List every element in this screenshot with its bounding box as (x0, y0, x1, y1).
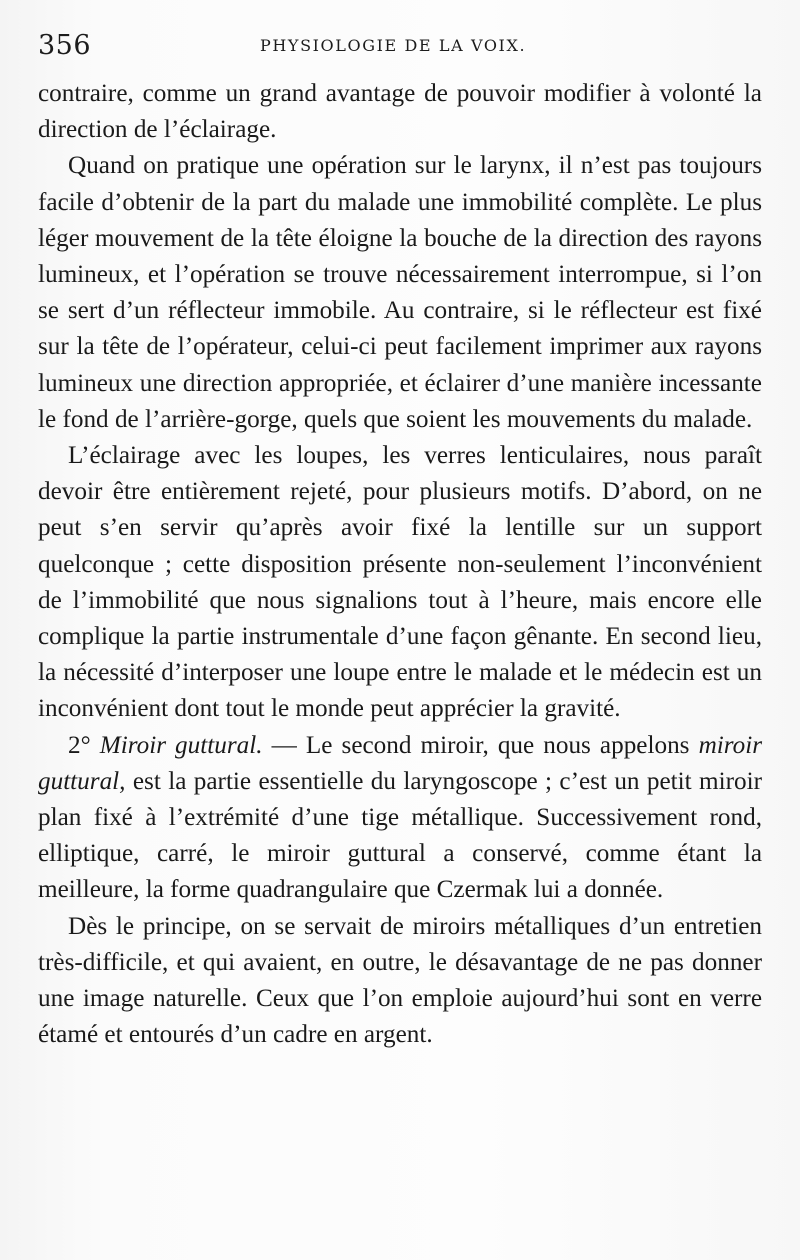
section-number: 2° (68, 731, 91, 759)
running-title: PHYSIOLOGIE DE LA VOIX. (260, 36, 527, 55)
paragraph-continuation: contraire, comme un grand avantage de pouvoir modifier à volonté la direction de l’éclairage. (38, 80, 762, 144)
page-number: 356 (38, 30, 92, 61)
body-text (38, 76, 762, 1053)
section-heading: Miroir guttural. (99, 731, 263, 759)
section-term: miroir guttural, (38, 731, 763, 795)
paragraph-miroirs-metalliques: Dès le principe, on se servait de miroirs métalliques d’un entretien très-difficile, et qui avaient, en outre, le désavantage de ne pas donner une image naturelle. Ceux que l’on emploie aujourd’hui sont en verre étamé et entourés d’un cadre en argent. (38, 912, 762, 1049)
paragraph-miroir-guttural (38, 728, 762, 909)
running-head (38, 28, 762, 64)
paragraph-eclairage-loupes: L’éclairage avec les loupes, les verres lenticulaires, nous paraît devoir être entièrement rejeté, pour plusieurs motifs. D’abord, on ne peut s’en servir qu’après avoir fixé la lentille sur un support quelconque ; cette disposition présente non-seulement l’inconvénient de l’immobilité que nous signalions tout à l’heure, mais encore elle complique la partie instrumentale d’une façon gênante. En second lieu, la nécessité d’interposer une loupe entre le malade et le médecin est un inconvénient dont tout le monde peut apprécier la gravité. (38, 442, 762, 723)
em-dash: — (271, 731, 297, 759)
section-text-a: Le second miroir, que nous appelons (305, 731, 690, 759)
section-text-b: est la partie essentielle du laryngoscope ; c’est un petit miroir plan fixé à l’extrémité d’une tige métallique. Successivement rond, elliptique, carré, le miroir guttural a conservé, comme étant la meilleure, la forme quadrangulaire que Czermak lui a donnée. (38, 767, 762, 904)
paragraph-operation-larynx: Quand on pratique une opération sur le larynx, il n’est pas toujours facile d’obtenir de la part du malade une immobilité complète. Le plus léger mouvement de la tête éloigne la bouche de la direction des rayons lumineux, et l’opération se trouve nécessairement interrompue, si l’on se sert d’un réflecteur immobile. Au contraire, si le réflecteur est fixé sur la tête de l’opérateur, celui-ci peut facilement imprimer aux rayons lumineux une direction appropriée, et éclairer d’une manière incessante le fond de l’arrière-gorge, quels que soient les mouvements du malade. (38, 152, 762, 433)
